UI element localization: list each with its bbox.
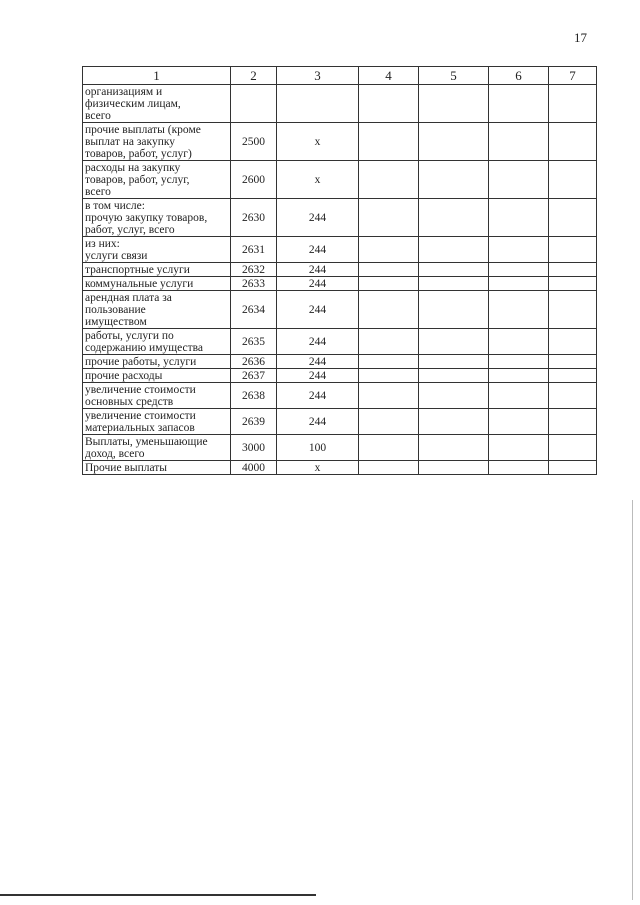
row-value-cell-5 — [419, 369, 489, 383]
row-code-cell: 2635 — [231, 329, 277, 355]
row-value-cell-7 — [549, 383, 597, 409]
row-name-cell — [83, 263, 231, 277]
row-code-cell: 2636 — [231, 355, 277, 369]
bottom-rule — [0, 894, 316, 896]
row-code-cell: 2634 — [231, 291, 277, 329]
table-row — [83, 409, 597, 435]
row-value-cell-7 — [549, 409, 597, 435]
row-value-cell-5 — [419, 355, 489, 369]
row-value-cell-4 — [359, 355, 419, 369]
row-value-cell-5 — [419, 435, 489, 461]
row-value-cell-4 — [359, 237, 419, 263]
row-name-line: организациям и — [85, 85, 163, 98]
row-kbk-cell: 244 — [277, 237, 359, 263]
row-name-line: материальных запасов — [85, 421, 195, 434]
row-kbk-cell: 100 — [277, 435, 359, 461]
row-kbk-cell: 244 — [277, 277, 359, 291]
row-name-line: расходы на закупку — [85, 161, 181, 174]
row-kbk-cell: 244 — [277, 329, 359, 355]
row-value-cell-6 — [489, 123, 549, 161]
row-name-cell — [83, 369, 231, 383]
row-name-line: прочие расходы — [85, 369, 163, 382]
row-name-line: Выплаты, уменьшающие — [85, 435, 208, 448]
row-name-line: содержанию имущества — [85, 341, 203, 354]
table-row — [83, 355, 597, 369]
row-value-cell-6 — [489, 329, 549, 355]
table-row — [83, 461, 597, 475]
row-name-line: основных средств — [85, 395, 174, 408]
row-value-cell-7 — [549, 369, 597, 383]
row-kbk-cell: 244 — [277, 369, 359, 383]
row-code-cell: 4000 — [231, 461, 277, 475]
header-row — [83, 67, 597, 85]
table-row — [83, 383, 597, 409]
row-value-cell-4 — [359, 85, 419, 123]
row-value-cell-6 — [489, 435, 549, 461]
budget-table — [82, 66, 597, 475]
row-kbk-cell: 244 — [277, 355, 359, 369]
row-value-cell-4 — [359, 199, 419, 237]
row-name-line: прочие работы, услуги — [85, 355, 197, 368]
row-kbk-cell: x — [277, 123, 359, 161]
row-value-cell-4 — [359, 329, 419, 355]
row-value-cell-7 — [549, 85, 597, 123]
row-value-cell-6 — [489, 263, 549, 277]
row-name-cell — [83, 161, 231, 199]
table-row — [83, 199, 597, 237]
row-code-cell: 2638 — [231, 383, 277, 409]
row-value-cell-6 — [489, 199, 549, 237]
row-code-cell: 2600 — [231, 161, 277, 199]
row-name-line: услуги связи — [85, 249, 148, 262]
row-name-cell — [83, 383, 231, 409]
row-kbk-cell: x — [277, 461, 359, 475]
row-name-line: из них: — [85, 237, 120, 250]
row-name-line: коммунальные услуги — [85, 277, 194, 290]
row-name-line: Прочие выплаты — [85, 461, 168, 474]
table-row — [83, 277, 597, 291]
row-value-cell-4 — [359, 277, 419, 291]
row-value-cell-4 — [359, 383, 419, 409]
row-value-cell-5 — [419, 383, 489, 409]
table-row — [83, 161, 597, 199]
row-code-cell: 2633 — [231, 277, 277, 291]
row-value-cell-5 — [419, 263, 489, 277]
row-value-cell-7 — [549, 277, 597, 291]
row-kbk-cell: 244 — [277, 199, 359, 237]
row-name-line: выплат на закупку — [85, 135, 176, 148]
row-value-cell-5 — [419, 461, 489, 475]
row-name-cell — [83, 329, 231, 355]
row-value-cell-5 — [419, 329, 489, 355]
row-name-cell — [83, 199, 231, 237]
row-kbk-cell: 244 — [277, 263, 359, 277]
row-name-cell — [83, 237, 231, 263]
row-name-cell — [83, 85, 231, 123]
column-header-3: 3 — [277, 67, 359, 85]
row-value-cell-6 — [489, 277, 549, 291]
row-value-cell-4 — [359, 461, 419, 475]
row-value-cell-7 — [549, 355, 597, 369]
row-name-line: работ, услуг, всего — [85, 223, 175, 236]
row-value-cell-4 — [359, 369, 419, 383]
table-row — [83, 369, 597, 383]
row-kbk-cell: 244 — [277, 383, 359, 409]
row-name-line: всего — [85, 185, 111, 198]
table-row — [83, 237, 597, 263]
column-header-5: 5 — [419, 67, 489, 85]
column-header-1: 1 — [83, 67, 231, 85]
row-name-line: имуществом — [85, 315, 147, 328]
row-value-cell-6 — [489, 85, 549, 123]
row-value-cell-6 — [489, 409, 549, 435]
row-name-line: товаров, работ, услуг, — [85, 173, 190, 186]
row-kbk-cell: 244 — [277, 409, 359, 435]
row-name-cell — [83, 435, 231, 461]
row-code-cell: 3000 — [231, 435, 277, 461]
row-value-cell-7 — [549, 329, 597, 355]
row-value-cell-4 — [359, 409, 419, 435]
row-code-cell — [231, 85, 277, 123]
row-value-cell-7 — [549, 161, 597, 199]
row-value-cell-4 — [359, 291, 419, 329]
row-value-cell-7 — [549, 123, 597, 161]
row-value-cell-7 — [549, 291, 597, 329]
row-name-line: транспортные услуги — [85, 263, 190, 276]
row-value-cell-5 — [419, 237, 489, 263]
row-value-cell-6 — [489, 237, 549, 263]
table-row — [83, 291, 597, 329]
row-name-line: прочую закупку товаров, — [85, 211, 208, 224]
row-name-line: увеличение стоимости — [85, 383, 196, 396]
column-header-6: 6 — [489, 67, 549, 85]
page-number: 17 — [574, 30, 587, 45]
row-kbk-cell: x — [277, 161, 359, 199]
row-value-cell-5 — [419, 277, 489, 291]
row-value-cell-7 — [549, 435, 597, 461]
row-value-cell-6 — [489, 369, 549, 383]
row-code-cell: 2637 — [231, 369, 277, 383]
row-name-line: товаров, работ, услуг) — [85, 147, 192, 160]
row-name-cell — [83, 355, 231, 369]
row-name-line: работы, услуги по — [85, 329, 174, 342]
row-code-cell: 2639 — [231, 409, 277, 435]
table-row — [83, 435, 597, 461]
row-value-cell-6 — [489, 383, 549, 409]
row-name-line: всего — [85, 109, 111, 122]
row-name-cell — [83, 277, 231, 291]
table-row — [83, 85, 597, 123]
column-header-2: 2 — [231, 67, 277, 85]
row-kbk-cell — [277, 85, 359, 123]
row-value-cell-7 — [549, 199, 597, 237]
row-value-cell-6 — [489, 461, 549, 475]
row-code-cell: 2631 — [231, 237, 277, 263]
scan-edge-line — [632, 500, 633, 900]
column-header-7: 7 — [549, 67, 597, 85]
row-value-cell-4 — [359, 435, 419, 461]
table-body — [83, 85, 597, 475]
row-value-cell-5 — [419, 409, 489, 435]
table-row — [83, 123, 597, 161]
row-value-cell-5 — [419, 123, 489, 161]
row-value-cell-6 — [489, 291, 549, 329]
row-kbk-cell: 244 — [277, 291, 359, 329]
row-value-cell-4 — [359, 123, 419, 161]
row-value-cell-5 — [419, 85, 489, 123]
row-name-line: арендная плата за — [85, 291, 172, 304]
row-value-cell-4 — [359, 161, 419, 199]
row-name-cell — [83, 461, 231, 475]
row-code-cell: 2500 — [231, 123, 277, 161]
row-name-line: физическим лицам, — [85, 97, 181, 110]
row-value-cell-5 — [419, 291, 489, 329]
row-name-line: прочие выплаты (кроме — [85, 123, 201, 136]
row-name-cell — [83, 291, 231, 329]
row-name-line: доход, всего — [85, 447, 145, 460]
column-header-4: 4 — [359, 67, 419, 85]
row-code-cell: 2630 — [231, 199, 277, 237]
row-value-cell-6 — [489, 161, 549, 199]
row-name-line: в том числе: — [85, 199, 145, 212]
row-value-cell-5 — [419, 199, 489, 237]
table-row — [83, 263, 597, 277]
row-value-cell-4 — [359, 263, 419, 277]
row-name-cell — [83, 409, 231, 435]
row-name-line: пользование — [85, 303, 146, 316]
row-value-cell-6 — [489, 355, 549, 369]
row-name-cell — [83, 123, 231, 161]
table-row — [83, 329, 597, 355]
row-value-cell-5 — [419, 161, 489, 199]
row-name-line: увеличение стоимости — [85, 409, 196, 422]
row-value-cell-7 — [549, 461, 597, 475]
row-code-cell: 2632 — [231, 263, 277, 277]
row-value-cell-7 — [549, 263, 597, 277]
row-value-cell-7 — [549, 237, 597, 263]
